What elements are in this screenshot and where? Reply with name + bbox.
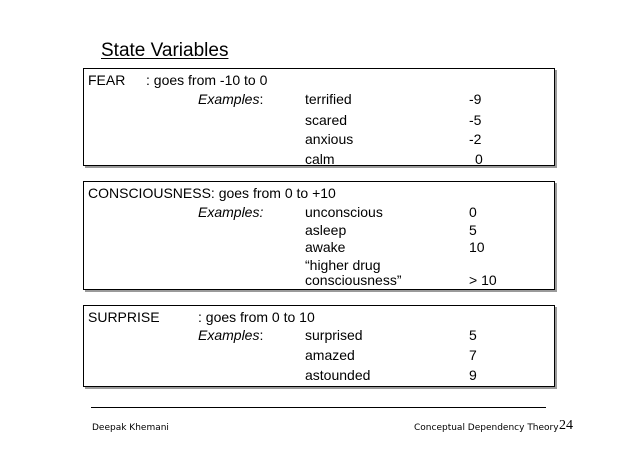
surprise-example-value: 7 — [469, 347, 477, 363]
consciousness-quoted-value: > 10 — [469, 272, 497, 288]
footer-divider — [91, 407, 546, 408]
fear-example-word: calm — [305, 151, 335, 167]
surprise-example-word: surprised — [305, 327, 363, 343]
surprise-range: : goes from 0 to 10 — [198, 309, 315, 325]
consciousness-example-value: 0 — [469, 204, 477, 220]
consciousness-example-word: awake — [305, 239, 346, 255]
fear-examples-label: Examples: — [198, 91, 264, 107]
consciousness-example-value: 5 — [469, 222, 477, 238]
consciousness-box — [83, 181, 555, 290]
fear-example-value: -9 — [469, 91, 482, 107]
page-number: 24 — [559, 418, 573, 433]
surprise-example-word: astounded — [305, 367, 371, 383]
fear-range: : goes from -10 to 0 — [146, 72, 268, 88]
fear-example-word: scared — [305, 112, 348, 128]
consciousness-example-value: 10 — [469, 239, 485, 255]
fear-example-word: terrified — [305, 91, 352, 107]
consciousness-quoted-line1: “higher drug — [305, 257, 381, 273]
fear-example-word: anxious — [305, 131, 354, 147]
consciousness-example-word: asleep — [305, 222, 347, 238]
surprise-examples-label: Examples: — [198, 327, 264, 343]
footer-author: Deepak Khemani — [92, 423, 169, 433]
fear-name: FEAR — [88, 72, 126, 88]
fear-box — [83, 68, 555, 166]
consciousness-quoted-line2: consciousness” — [305, 272, 402, 288]
surprise-example-value: 9 — [469, 367, 477, 383]
surprise-example-word: amazed — [305, 347, 355, 363]
surprise-name: SURPRISE — [88, 309, 160, 325]
consciousness-example-word: unconscious — [305, 204, 383, 220]
surprise-box — [83, 305, 555, 387]
fear-example-value: -2 — [469, 131, 482, 147]
fear-example-value: -5 — [469, 112, 482, 128]
slide-title: State Variables — [101, 40, 229, 61]
surprise-example-value: 5 — [469, 327, 477, 343]
consciousness-header: CONSCIOUSNESS: goes from 0 to +10 — [88, 185, 336, 201]
fear-example-value: 0 — [475, 151, 483, 167]
consciousness-examples-label: Examples: — [198, 204, 264, 220]
footer-course: Conceptual Dependency Theory — [414, 423, 559, 433]
